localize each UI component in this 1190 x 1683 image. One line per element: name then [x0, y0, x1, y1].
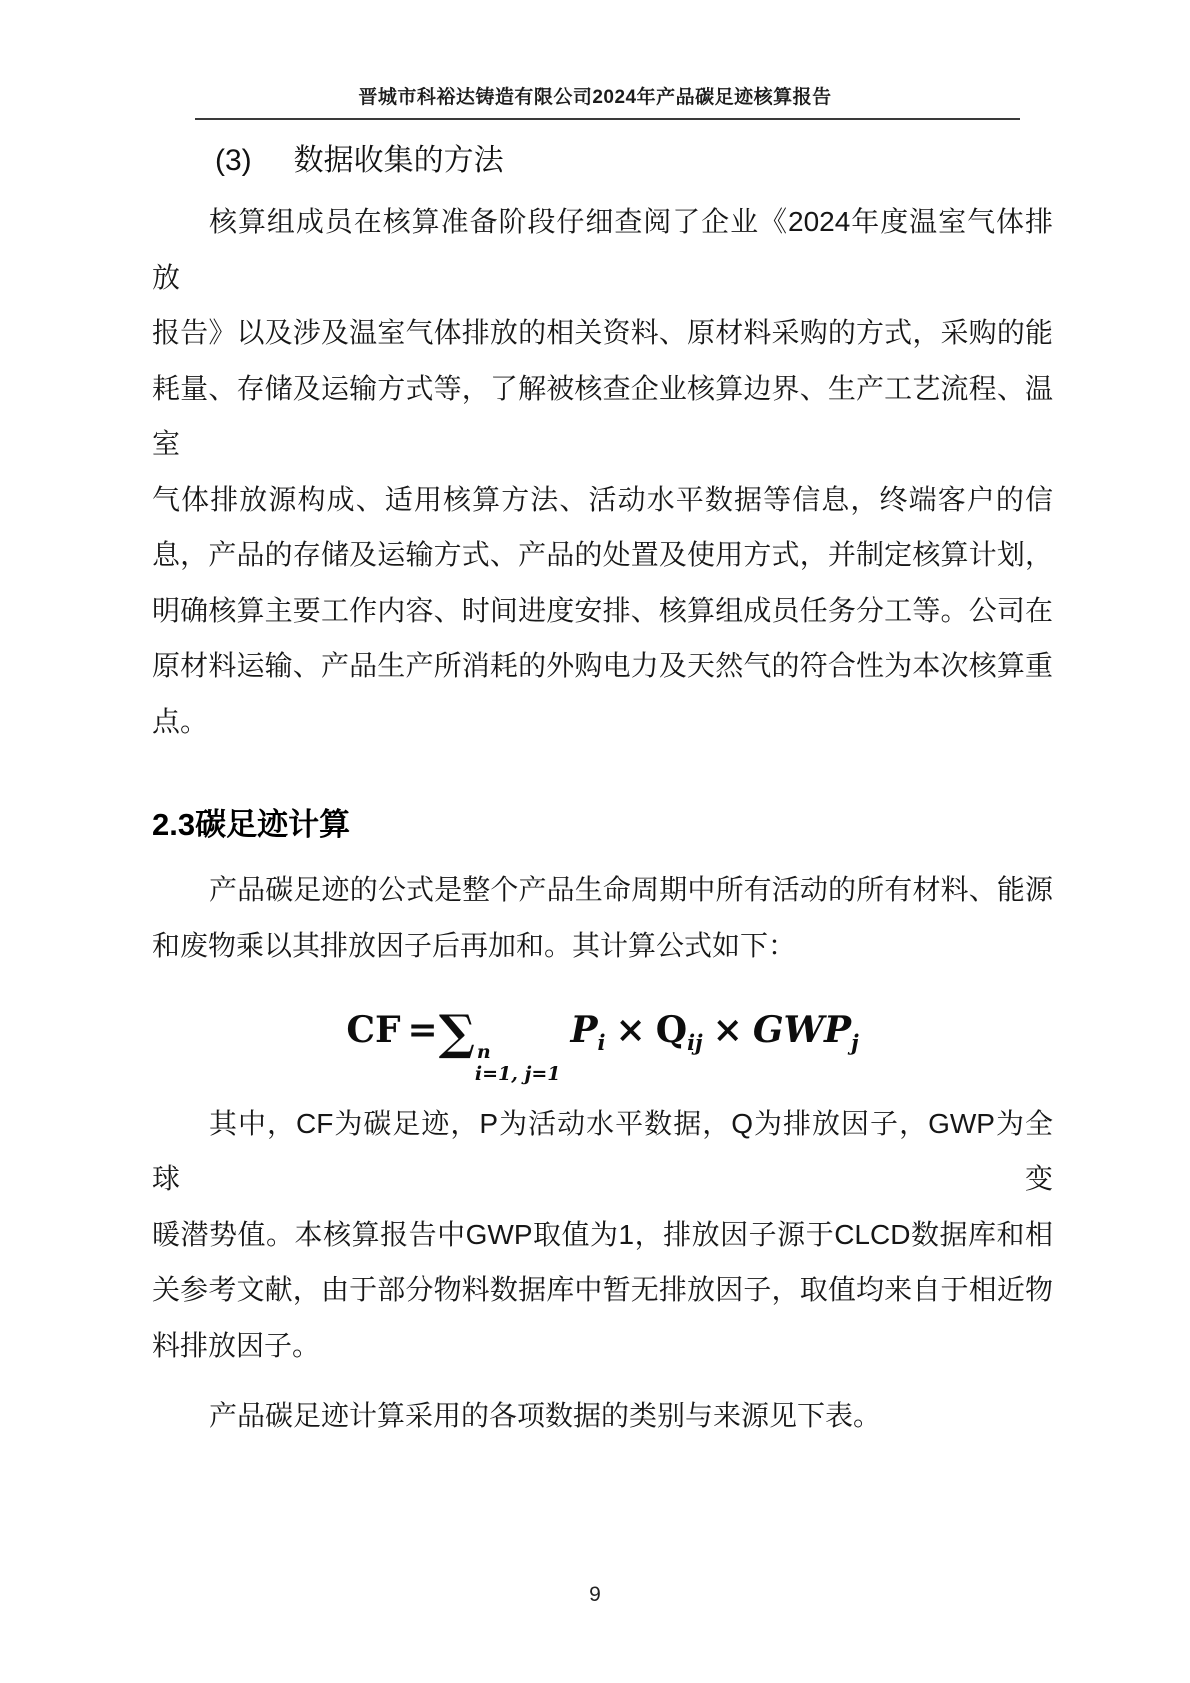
paragraph-line: 关参考文献，由于部分物料数据库中暂无排放因子，取值均来自于相近物: [152, 1274, 1053, 1306]
paragraph-formula-intro: [152, 862, 1053, 973]
paragraph-formula-explanation: [152, 1096, 1053, 1374]
formula-term-p: [570, 1009, 606, 1055]
paragraph-table-reference: [152, 1388, 1053, 1444]
paragraph-line: 原材料运输、产品生产所消耗的外购电力及天然气的符合性为本次核算重: [152, 650, 1053, 681]
multiply-sign: ×: [615, 1009, 646, 1051]
header-title: 晋城市科裕达铸造有限公司2024年产品碳足迹核算报告: [358, 87, 832, 108]
variable-p: P: [570, 1009, 598, 1051]
paragraph-line: 息，产品的存储及运输方式、产品的处置及使用方式，并制定核算计划，: [152, 539, 1053, 570]
paragraph-line: 明确核算主要工作内容、时间进度安排、核算组成员任务分工等。公司在: [152, 594, 1053, 626]
paragraph-line: 和废物乘以其排放因子后再加和。其计算公式如下：: [152, 929, 797, 961]
subscript-i: i: [597, 1030, 606, 1055]
paragraph-line: 核算组成员在核算准备阶段仔细查阅了企业《2024年度温室气体排放: [152, 206, 1053, 293]
paragraph-line: 点。: [152, 705, 209, 737]
page-number: 9: [589, 1583, 601, 1606]
sum-limits: [475, 1042, 561, 1086]
formula-term-q: [655, 1009, 703, 1055]
paragraph-line: 报告》以及涉及温室气体排放的相关资料、原材料采购的方式，采购的能: [152, 317, 1053, 348]
paragraph-line: 其中，CF为碳足迹，P为活动水平数据，Q为排放因子，GWP为全球变: [152, 1107, 1053, 1195]
formula-lhs: CF: [346, 1009, 401, 1051]
equals-sign: =: [407, 1009, 438, 1051]
carbon-footprint-formula: [152, 1005, 1053, 1086]
paragraph-line: 产品碳足迹计算采用的各项数据的类别与来源见下表。: [209, 1400, 882, 1432]
subscript-j: j: [851, 1030, 859, 1055]
heading-carbon-footprint-calculation: 2.3碳足迹计算: [152, 807, 351, 842]
paragraph-data-collection: [152, 194, 1053, 749]
paragraph-line: 暖潜势值。本核算报告中GWP取值为1，排放因子源于CLCD数据库和相: [152, 1218, 1053, 1250]
paragraph-line: 料排放因子。: [152, 1329, 321, 1361]
page-header: [0, 0, 1190, 120]
paragraph-line: 产品碳足迹的公式是整个产品生命周期中所有活动的所有材料、能源: [209, 874, 1053, 905]
header-divider: [195, 118, 1020, 120]
formula-term-gwp: [752, 1009, 859, 1055]
sigma-icon: ∑: [438, 1005, 475, 1061]
sum-lower-limit: i=1, j=1: [474, 1062, 561, 1085]
paragraph-line: 耗量、存储及运输方式等，了解被核查企业核算边界、生产工艺流程、温室: [152, 372, 1053, 459]
section-title: 数据收集的方法: [293, 144, 504, 177]
multiply-sign: ×: [712, 1009, 743, 1051]
sum-upper-limit: n: [476, 1041, 491, 1063]
variable-q: Q: [655, 1009, 688, 1051]
section-number: (3): [215, 144, 252, 177]
subscript-ij: ij: [687, 1030, 703, 1055]
paragraph-line: 气体排放源构成、适用核算方法、活动水平数据等信息，终端客户的信: [152, 483, 1053, 515]
variable-gwp: GWP: [752, 1009, 852, 1051]
document-content: [0, 141, 1190, 1444]
section-heading-data-collection: [152, 141, 1053, 181]
